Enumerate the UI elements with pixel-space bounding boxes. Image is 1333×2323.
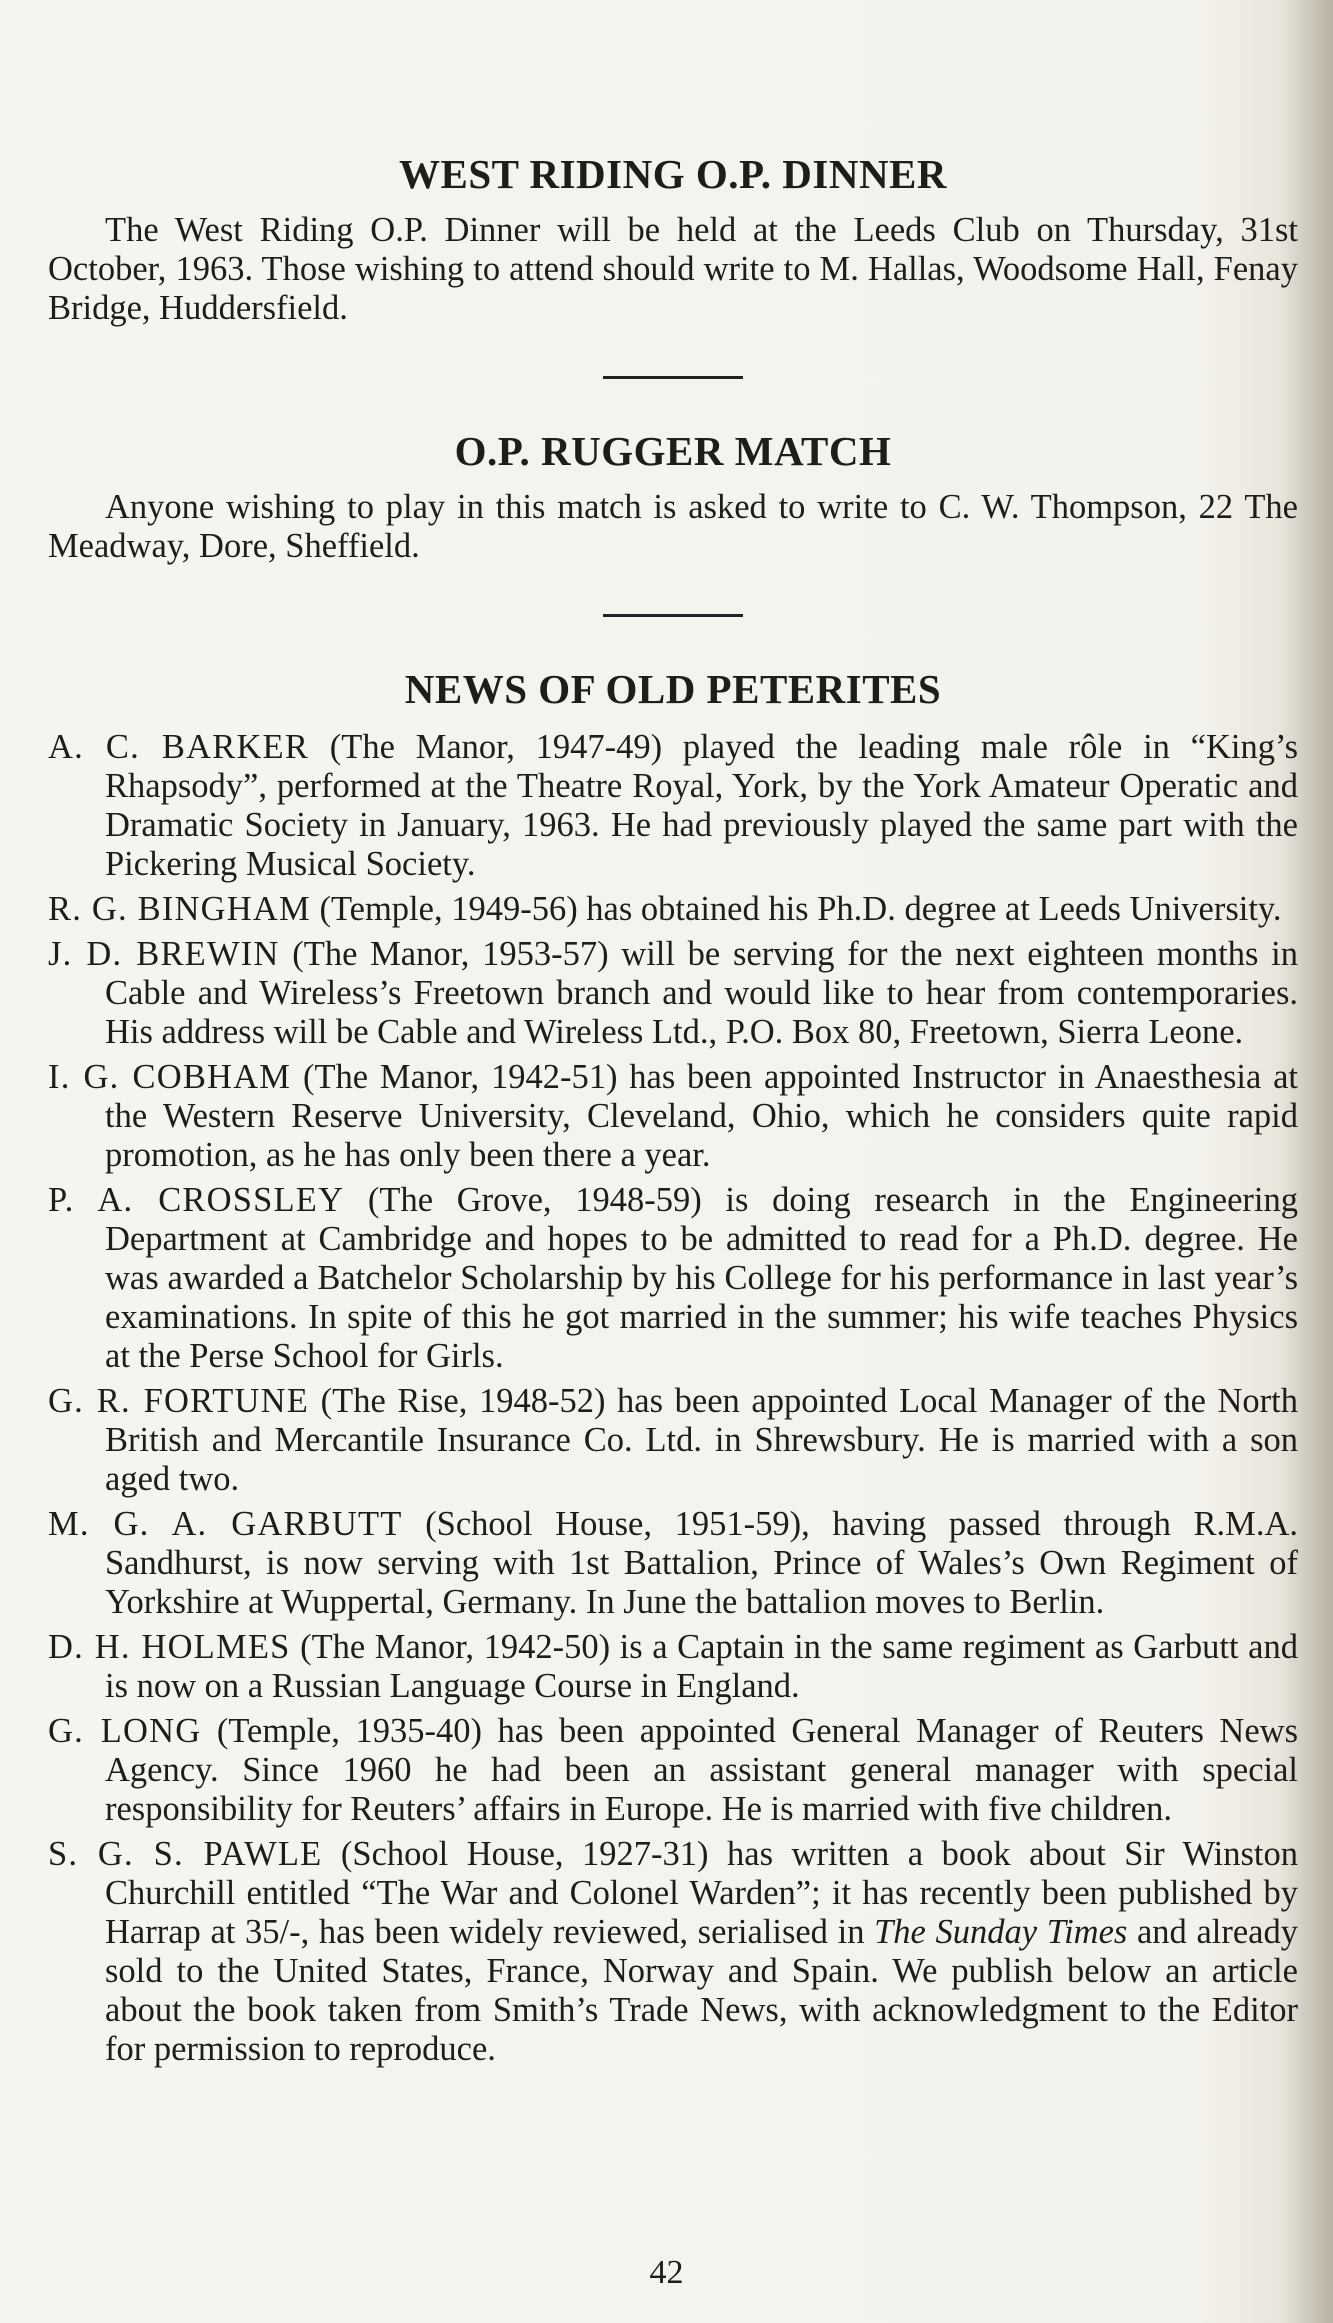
- section-news: [48, 665, 1298, 2069]
- page-number: 42: [649, 2254, 684, 2291]
- dinner-heading: WEST RIDING O.P. DINNER: [398, 151, 948, 197]
- news-item-text: and already sold to the United States, France, Norway and Spain. We publish below an article about the book taken from Smith’s Trade News, with acknowledgment to the Editor for permission to reproduce.: [105, 1913, 1298, 2068]
- news-item-text: (Temple, 1935-40) has been appointed General Manager of Reuters News Agency. Since 1960 he had been an assistant general manager with special responsibility for Reuters’ affairs in Europe. He is married with five children.: [105, 1712, 1298, 1829]
- news-item-name: A. C. BARKER: [48, 728, 310, 767]
- section-rugger: [48, 427, 1298, 566]
- newspaper-title: The Sunday Times: [874, 1913, 1128, 1952]
- news-item: [48, 728, 1298, 884]
- section-dinner: [48, 150, 1298, 328]
- news-item-text: (The Manor, 1942-51) has been appointed Instructor in Anaesthesia at the Western Reserve University, Cleveland, Ohio, which he considers quite rapid promotion, as he has only been there a year.: [105, 1058, 1298, 1175]
- news-item: [48, 1835, 1298, 2069]
- text-column: [48, 150, 1298, 2075]
- rugger-text: Anyone wishing to play in this match is asked to write to C. W. Thompson, 22 The Meadway, Dore, Sheffield.: [48, 488, 1298, 566]
- rugger-heading: O.P. RUGGER MATCH: [454, 428, 892, 475]
- news-item-name: D. H. HOLMES: [48, 1628, 291, 1667]
- divider-rule: [603, 614, 743, 617]
- news-item-text: (School House, 1927-31) has written a book about Sir Winston Churchill entitled “The War and Colonel Warden”; it has recently been published by Harrap at 35/-, has been widely reviewed, serialised in: [105, 1835, 1298, 1952]
- news-item-text: (Temple, 1949-56) has obtained his Ph.D. degree at Leeds University.: [310, 890, 1282, 929]
- news-item-name: I. G. COBHAM: [48, 1058, 292, 1097]
- news-item-name: G. R. FORTUNE: [48, 1382, 310, 1421]
- news-item: [48, 935, 1298, 1052]
- news-item: [48, 1181, 1298, 1376]
- news-item-name: P. A. CROSSLEY: [48, 1181, 345, 1220]
- news-item-text: (The Manor, 1942-50) is a Captain in the same regiment as Garbutt and is now on a Russian Language Course in England.: [105, 1628, 1298, 1706]
- dinner-text: The West Riding O.P. Dinner will be held at the Leeds Club on Thursday, 31st October, 1963. Those wishing to attend should write to M. Hallas, Woodsome Hall, Fenay Bridge, Huddersfield.: [48, 211, 1298, 328]
- news-item: [48, 890, 1298, 929]
- news-item-text: (The Rise, 1948-52) has been appointed Local Manager of the North British and Mercantile Insurance Co. Ltd. in Shrewsbury. He is married with a son aged two.: [105, 1382, 1298, 1499]
- news-item: [48, 1628, 1298, 1706]
- news-item-text: (The Manor, 1953-57) will be serving for the next eighteen months in Cable and Wireless’s Freetown branch and would like to hear from contemporaries. His address will be Cable and Wireless Ltd., P.O. Box 80, Freetown, Sierra Leone.: [105, 935, 1299, 1052]
- news-item-name: G. LONG: [48, 1712, 202, 1751]
- divider-rule: [603, 376, 743, 379]
- news-item: [48, 1505, 1298, 1622]
- news-item-name: S. G. S. PAWLE: [48, 1835, 323, 1874]
- news-heading: NEWS OF OLD PETERITES: [404, 666, 942, 713]
- news-item-name: J. D. BREWIN: [48, 935, 280, 974]
- news-item-name: R. G. BINGHAM: [48, 890, 311, 929]
- news-item-text: (The Grove, 1948-59) is doing research in the Engineering Department at Cambridge and hopes to be admitted to read for a Ph.D. degree. He was awarded a Batchelor Scholarship by his College for his performance in last year’s examinations. In spite of this he got married in the summer; his wife teaches Physics at the Perse School for Girls.: [105, 1181, 1298, 1376]
- news-item: [48, 1382, 1298, 1499]
- news-item: [48, 1712, 1298, 1829]
- news-item-text: (The Manor, 1947-49) played the leading male rôle in “King’s Rhapsody”, performed at the Theatre Royal, York, by the York Amateur Operatic and Dramatic Society in January, 1963. He had previously played the same part with the Pickering Musical Society.: [105, 728, 1298, 884]
- news-item-name: M. G. A. GARBUTT: [48, 1505, 403, 1544]
- news-item-text: (School House, 1951-59), having passed through R.M.A. Sandhurst, is now serving with 1st Battalion, Prince of Wales’s Own Regiment of Yorkshire at Wuppertal, Germany. In June the battalion moves to Berlin.: [105, 1505, 1298, 1622]
- news-list: [48, 728, 1298, 2068]
- news-item: [48, 1058, 1298, 1175]
